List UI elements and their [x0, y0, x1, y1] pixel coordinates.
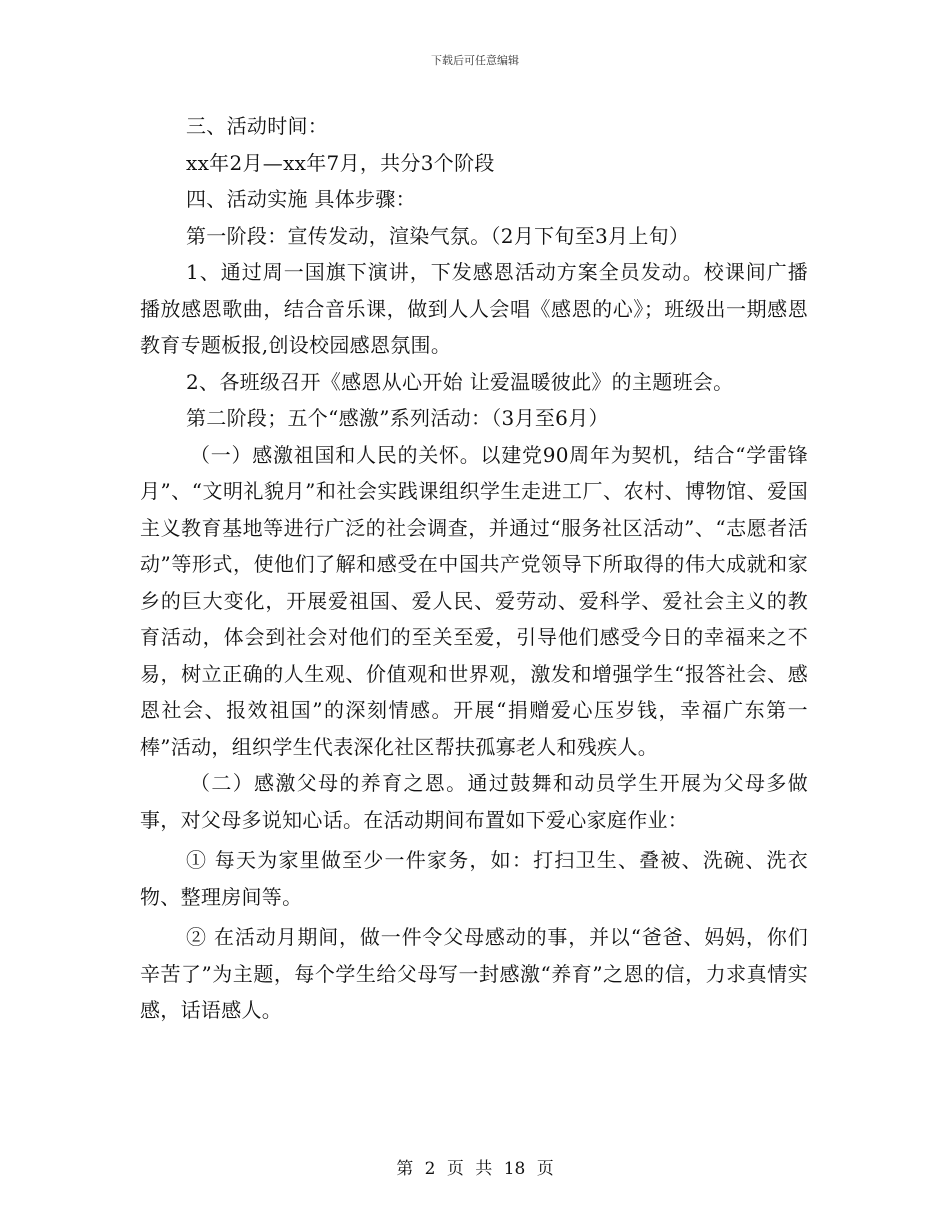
stage-one-item-1: 1、通过周一国旗下演讲，下发感恩活动方案全员发动。校课间广播播放感恩歌曲，结合音乐课，做到人人会唱《感恩的心》；班级出一期感恩教育专题板报,创设校园感恩氛围。	[140, 260, 808, 357]
stage-two-part-1: （一）感激祖国和人民的关怀。以建党90周年为契机，结合“学雷锋月”、“文明礼貌月”和社会实践课组织学生走进工厂、农村、博物馆、爱国主义教育基地等进行广泛的社会调查，并通过“服务社区活动”、“志愿者活动”等形式，使他们了解和感受在中国共产党领导下所取得的伟大成就和家乡的巨大变化，开展爱祖国、爱人民、爱劳动、爱科学、爱社会主义的教育活动，体会到社会对他们的至关至爱，引导他们感受今日的幸福来之不易，树立正确的人生观、价值观和世界观，激发和增强学生“报答社会、感恩社会、报效祖国”的深刻情感。开展“捐赠爱心压岁钱，幸福广东第一棒”活动，组织学生代表深化社区帮扶孤寡老人和残疾人。	[140, 442, 808, 759]
document-body	[140, 108, 808, 1029]
page-number-footer: 第 2 页 共 18 页	[396, 1159, 554, 1179]
stage-two-part-2: （二）感激父母的养育之恩。通过鼓舞和动员学生开展为父母多做事，对父母多说知心话。在活动期间布置如下爱心家庭作业：	[140, 771, 808, 832]
homework-item-1: ① 每天为家里做至少一件家务，如：打扫卫生、叠被、洗碗、洗衣物、整理房间等。	[140, 848, 808, 909]
section-heading-activity-time: 三、活动时间：	[186, 114, 329, 138]
activity-time-range: xx年2月—xx年7月，共分3个阶段	[186, 150, 495, 175]
stage-two-heading: 第二阶段；五个“感激”系列活动：（3月至6月）	[186, 406, 609, 430]
stage-one-heading: 第一阶段：宣传发动，渲染气氛。（2月下旬至3月上旬）	[186, 223, 690, 248]
stage-one-item-2: 2、各班级召开《感恩从心开始 让爱温暖彼此》的主题班会。	[186, 369, 734, 394]
page-header: 下载后可任意编辑	[431, 54, 519, 67]
homework-item-2: ② 在活动月期间，做一件令父母感动的事，并以“爸爸、妈妈，你们辛苦了”为主题，每个学生给父母写一封感激“养育”之恩的信，力求真情实感，话语感人。	[140, 925, 808, 1022]
section-heading-implementation: 四、活动实施 具体步骤：	[186, 187, 416, 211]
